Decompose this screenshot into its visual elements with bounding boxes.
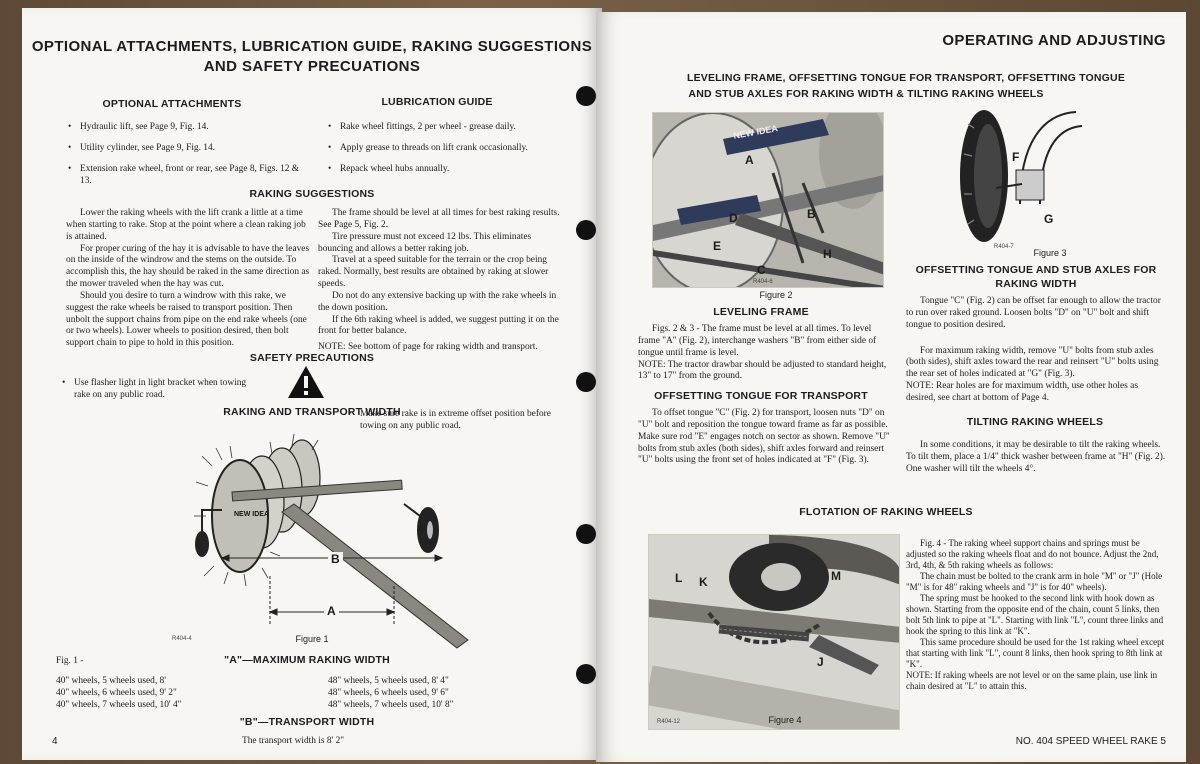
figure-1-caption: Figure 1 [295,634,329,644]
paragraph: Tire pressure must not exceed 12 lbs. This eliminates bouncing and allows a better raking job. [318,231,532,254]
list-item: • Rake wheel fittings, 2 per wheel - grease daily. [328,122,568,134]
leveling-heading: LEVELING FRAME [713,306,809,318]
paragraph: Should you desire to turn a windrow with this rake, we suggest the rake wheels be raised to transport position. Then unbolt the support chains from pipe on the end rake wheels (one or two wheels). Lower wheels to position desired, then bolt support chain to pipe to hold in this position. [66,290,307,349]
note: NOTE: Rear holes are for maximum width, use other holes as desired, see chart at bottom of Page 4. [906,381,1138,403]
figure-2-label-e: E [713,239,722,253]
figure-4-photo [648,534,900,730]
paragraph: For maximum raking width, remove "U" bolts from stub axles (both sides), shift axles toward the rear and reinsert "U" bolts using the rear set of holes indicated at "G" (Fig. 3). [906,345,1159,380]
figure-3-label-g: G [1044,212,1054,226]
widths-40-list [56,676,256,712]
figure-3-label-f: F [1012,150,1020,164]
lubrication-list [328,122,568,185]
offset-width-heading-line2: RAKING WIDTH [995,278,1077,290]
binder-hole [576,220,596,240]
paragraph: The spring must be hooked to the second link with hook down as shown. Starting from the opposite end of the chain, count 5 links, then bolt 5th link to pipe at "L". Starting with link "L", count three links and hook the spring to this link at "K". [906,592,1164,636]
right-title: OPERATING AND ADJUSTING [942,32,1166,49]
figure-2-photo [652,112,884,288]
raking-suggestions-heading: RAKING SUGGESTIONS [249,188,375,200]
figure-4-label-l: L [675,571,683,585]
paragraph: The chain must be bolted to the crank arm in hole "M" or "J" (Hole "M" is for 48" raking wheels and "J" is for 40" wheels). [906,570,1163,592]
leveling-text [638,324,894,383]
widths-48-list [328,676,528,712]
list-item: • Utility cylinder, see Page 9, Fig. 14. [68,143,308,155]
paragraph: Do not do any extensive backing up with the rake wheels in the down position. [318,290,557,313]
figure-2-decal: NEW IDEA [732,123,779,141]
max-raking-width-heading: "A"—MAXIMUM RAKING WIDTH [224,654,390,666]
right-page-footer: NO. 404 SPEED WHEEL RAKE 5 [1015,736,1166,747]
left-title-line1: OPTIONAL ATTACHMENTS, LUBRICATION GUIDE, RAKING SUGGESTIONS [31,38,593,55]
safety-item-flasher: • Use flasher light in light bracket when towing rake on any public road. [62,378,262,402]
paragraph: In some conditions, it may be desirable to tilt the raking wheels. To tilt them, place a 1/4" thick washer between frame at "H" (Fig. 2). One washer will tilt the wheels 4°. [906,440,1166,474]
lubrication-heading: LUBRICATION GUIDE [381,96,493,108]
raking-suggestions-col2 [318,208,568,354]
offset-width-text [906,296,1168,405]
paragraph: This same procedure should be used for the 1st raking wheel except that starting with link "L", count 8 links, then hook spring to 8th link at "K". [906,636,1165,669]
raking-suggestions-col1 [66,208,310,350]
right-subtitle-line2: AND STUB AXLES FOR RAKING WIDTH & TILTING RAKING WHEELS [688,88,1044,100]
safety-item-offset: • Make sure rake is in extreme offset position before towing on any public road. [348,409,568,433]
figure-2-code: R404-6 [753,279,773,285]
paragraph: Figs. 2 & 3 - The frame must be level at all times. To level frame "A" (Fig. 2), interchange washers "B" from either side of tongue until frame is level. [638,324,877,358]
list-item: 48" wheels, 7 wheels used, 10' 8" [328,699,454,710]
note: NOTE: If raking wheels are not level or on the same plain, use link in chain desired at "L" to attain this. [906,669,1158,691]
figure-3-code: R404-7 [994,244,1014,250]
safety-heading: SAFETY PRECAUTIONS [249,352,375,364]
left-page-number: 4 [52,736,58,747]
offset-width-heading-line1: OFFSETTING TONGUE AND STUB AXLES FOR [915,264,1157,276]
figure-3-illustration [956,104,1106,254]
figure-4-code: R404-12 [657,719,681,725]
list-item: 48" wheels, 5 wheels used, 8' 4" [328,676,449,686]
optional-attachments-list [68,122,308,196]
paragraph: The frame should be level at all times for best raking results. See Page 5, Fig. 2. [318,208,560,230]
figure-4-caption: Figure 4 [768,715,802,725]
warning-icon [286,364,326,400]
list-item: 48" wheels, 6 wheels used, 9' 6" [328,687,449,698]
figure-1-label-b: B [328,552,343,566]
note: NOTE: The tractor drawbar should be adjusted to standard height, 13" to 17" from the ground. [638,359,887,382]
paragraph: Lower the raking wheels with the lift crank a little at a time when starting to rake. Stop at the point where a clean raking job is attained. [66,208,306,242]
paragraph: To offset tongue "C" (Fig. 2) for transport, loosen nuts "D" on "U" bolt and reposition the tongue toward frame as far as possible. Make sure rod "E" engages notch on sector as shown. Remove "U" bolts from stub axles (both sides), shift axles forward and reinsert "U" bolts using the front set of holes indicated at "F" (Fig. 3). [638,408,890,466]
figure-4-label-j: J [817,655,824,669]
figure-1-label-a: A [324,604,339,618]
paragraph: Tongue "C" (Fig. 2) can be offset far enough to allow the tractor to run over raked ground. Loosen bolts "D" on "U" bolt and shift tongue to position desired. [906,296,1161,330]
list-item: 40" wheels, 6 wheels used, 9' 2" [56,687,177,698]
flotation-heading: FLOTATION OF RAKING WHEELS [799,506,973,518]
flotation-text [906,538,1168,692]
figure-4-label-m: M [831,569,841,583]
binder-hole [576,524,596,544]
figure-2-label-d: D [729,211,738,225]
raking-note: NOTE: See bottom of page for raking width and transport. [318,342,538,353]
paragraph: For proper curing of the hay it is advisable to have the leaves on the inside of the windrow and the stems on the outside. To accomplish this, the hay should be raked in the same direction as the mower traveled when the hay was cut. [66,243,310,290]
paragraph: If the 6th raking wheel is added, we suggest putting it on the front for better balance. [318,314,559,337]
figure-2-label-c: C [757,263,766,277]
figure-2-label-h: H [823,247,832,261]
list-item: • Hydraulic lift, see Page 9, Fig. 14. [68,122,308,134]
list-item: 40" wheels, 5 wheels used, 8' [56,676,166,686]
list-item: 40" wheels, 7 wheels used, 10' 4" [56,699,182,710]
list-item: • Extension rake wheel, front or rear, see Page 8, Figs. 12 & 13. [68,164,308,188]
figure-2-label-a: A [745,153,754,167]
transport-width-text: The transport width is 8' 2" [242,736,345,746]
right-page [596,12,1186,762]
binder-hole [576,372,596,392]
right-subtitle-line1: LEVELING FRAME, OFFSETTING TONGUE FOR TRANSPORT, OFFSETTING TONGUE [686,72,1126,84]
figure-2-caption: Figure 2 [759,290,793,300]
optional-attachments-heading: OPTIONAL ATTACHMENTS [102,98,242,110]
binder-hole [576,664,596,684]
figure-4-label-k: K [699,575,708,589]
tilting-text [906,440,1168,476]
transport-width-heading: "B"—TRANSPORT WIDTH [239,716,375,728]
offset-transport-text [638,408,894,467]
offset-transport-heading: OFFSETTING TONGUE FOR TRANSPORT [654,390,868,402]
tilting-heading: TILTING RAKING WHEELS [966,416,1104,428]
raking-transport-width-heading: RAKING AND TRANSPORT WIDTH [223,406,401,418]
figure-2-label-b: B [807,207,816,221]
binder-hole [576,86,596,106]
paragraph: Travel at a speed suitable for the terrain or the crop being raked. Normally, best results are obtained by raking at slower speeds. [318,255,549,290]
figure-1-decal: NEW IDEA [234,511,269,518]
figure-1-rake-illustration [172,426,472,652]
fig-1-label: Fig. 1 - [56,656,84,666]
left-page [22,8,602,760]
figure-3-caption: Figure 3 [1033,248,1067,258]
list-item: • Apply grease to threads on lift crank occasionally. [328,143,568,155]
list-item: • Repack wheel hubs annually. [328,164,568,176]
paragraph: Fig. 4 - The raking wheel support chains and springs must be adjusted so the raking wheels float and do not bounce. Adjust the 2nd, 3rd, 4th, & 5th raking wheels as follows: [906,538,1159,570]
left-title-line2: AND SAFETY PRECUATIONS [203,58,421,75]
figure-1-code: R404-4 [172,636,192,642]
